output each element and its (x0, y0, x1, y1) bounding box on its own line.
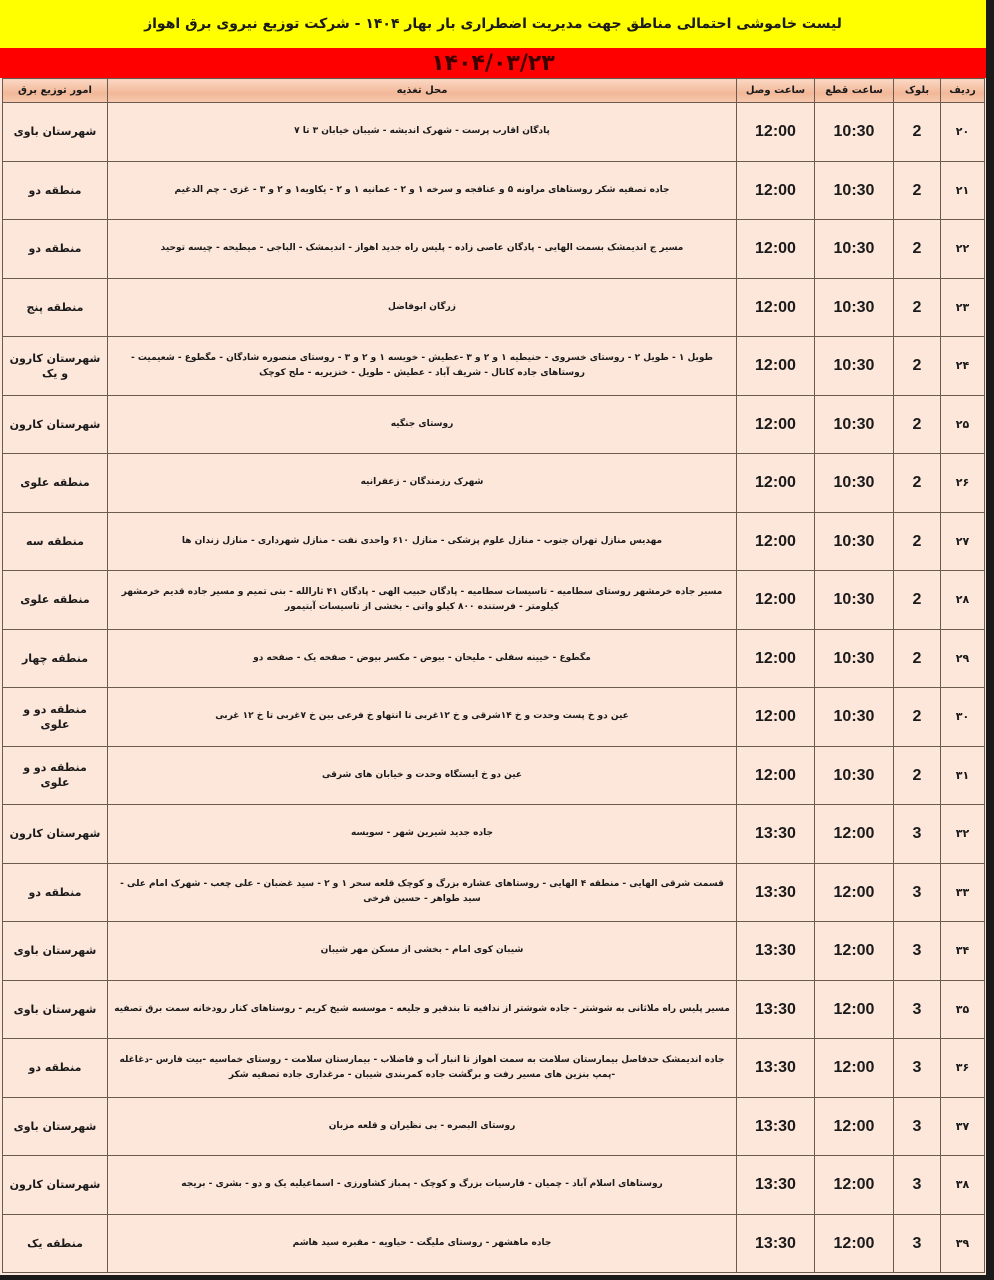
row-connect-time: 12:00 (737, 512, 815, 571)
row-block: 3 (894, 1214, 941, 1273)
row-location: طویل ۱ - طویل ۲ - روستای خسروی - حنیطیه ۱ و ۲ و ۳ -عطیش - خویسه ۱ و ۲ و ۳ - روستای منصوره شادگان - مگطوع - شعیمیت - روستاهای جاده کانال - شریف آباد - عطیش - طویل - خنزیریه - ملح کوچک (108, 337, 737, 396)
row-index: ۲۰ (941, 103, 985, 162)
row-connect-time: 13:30 (737, 922, 815, 981)
row-location: شیبان کوی امام - بخشی از مسکن مهر شیبان (108, 922, 737, 981)
row-connect-time: 12:00 (737, 688, 815, 747)
row-connect-time: 12:00 (737, 629, 815, 688)
row-index: ۳۷ (941, 1097, 985, 1156)
header-area: امور توزیع برق (3, 79, 108, 103)
row-area: منطقه چهار (3, 629, 108, 688)
table-row (3, 922, 985, 981)
row-location: عین دو خ ایستگاه وحدت و خیابان های شرقی (108, 746, 737, 805)
row-cut-time: 10:30 (815, 278, 894, 337)
row-connect-time: 13:30 (737, 1039, 815, 1098)
table-row (3, 1097, 985, 1156)
row-cut-time: 10:30 (815, 395, 894, 454)
row-block: 2 (894, 161, 941, 220)
row-cut-time: 12:00 (815, 922, 894, 981)
row-location: شهرک رزمندگان - زعفرانیه (108, 454, 737, 513)
table-row (3, 278, 985, 337)
row-area: منطقه دو (3, 1039, 108, 1098)
table-row (3, 1039, 985, 1098)
row-block: 2 (894, 512, 941, 571)
table-row (3, 1214, 985, 1273)
row-block: 2 (894, 688, 941, 747)
row-block: 3 (894, 805, 941, 864)
row-location: عین دو خ پست وحدت و خ ۱۴شرقی و خ ۱۲غربی تا انتهاو خ فرعی بین خ ۷غربی تا خ ۱۲ غربی (108, 688, 737, 747)
row-area: شهرستان کارون (3, 805, 108, 864)
row-cut-time: 12:00 (815, 980, 894, 1039)
row-cut-time: 10:30 (815, 512, 894, 571)
row-index: ۲۷ (941, 512, 985, 571)
row-index: ۳۶ (941, 1039, 985, 1098)
row-location: مسیر پلیس راه ملاثانی به شوشتر - جاده شوشتر از ندافیه تا بندقیر و جلیعه - موسسه شیخ کریم - روستاهای کنار رودخانه سمت برق تصفیه (108, 980, 737, 1039)
row-area: منطقه دو و علوی (3, 688, 108, 747)
row-block: 3 (894, 922, 941, 981)
row-area: منطقه یک (3, 1214, 108, 1273)
row-index: ۳۹ (941, 1214, 985, 1273)
row-location: جاده اندیمشک حدفاصل بیمارستان سلامت به سمت اهواز تا انبار آب و فاضلاب - بیمارستان سلامت - روستای خماسیه -بیت فارس -دغاغله -پمپ بنزین های مسیر رفت و برگشت جاده کمربندی شیبان - مرغداری جاده تصفیه شکر (108, 1039, 737, 1098)
row-block: 3 (894, 1156, 941, 1215)
table-row (3, 512, 985, 571)
row-index: ۲۶ (941, 454, 985, 513)
row-location: جاده جدید شیرین شهر - سویسه (108, 805, 737, 864)
row-connect-time: 12:00 (737, 454, 815, 513)
window-edge-right (986, 0, 994, 1280)
row-location: جاده ماهشهر - روستای ملیگت - حیاویه - مقبره سید هاشم (108, 1214, 737, 1273)
row-connect-time: 12:00 (737, 746, 815, 805)
row-index: ۲۹ (941, 629, 985, 688)
row-cut-time: 12:00 (815, 1214, 894, 1273)
row-location: زرگان ابوفاضل (108, 278, 737, 337)
row-cut-time: 10:30 (815, 103, 894, 162)
row-cut-time: 10:30 (815, 161, 894, 220)
row-location: مسیر ج اندیمشک بسمت الهایی - پادگان عاصی زاده - پلیس راه جدید اهواز - اندیمشک - الباجی - میطیحه - چیسه توحید (108, 220, 737, 279)
table-row (3, 103, 985, 162)
schedule-date: ۱۴۰۴/۰۳/۲۳ (0, 48, 986, 78)
row-block: 2 (894, 629, 941, 688)
row-block: 2 (894, 454, 941, 513)
row-index: ۳۸ (941, 1156, 985, 1215)
window-edge-bottom (0, 1275, 994, 1280)
row-connect-time: 12:00 (737, 161, 815, 220)
table-row (3, 688, 985, 747)
row-area: منطقه دو و علوی (3, 746, 108, 805)
row-index: ۲۱ (941, 161, 985, 220)
row-cut-time: 10:30 (815, 454, 894, 513)
row-area: منطقه علوی (3, 571, 108, 630)
row-block: 3 (894, 1039, 941, 1098)
row-block: 2 (894, 395, 941, 454)
header-index: ردیف (941, 79, 985, 103)
row-connect-time: 12:00 (737, 337, 815, 396)
table-row (3, 454, 985, 513)
row-area: شهرستان باوی (3, 922, 108, 981)
row-cut-time: 12:00 (815, 1156, 894, 1215)
row-cut-time: 12:00 (815, 1039, 894, 1098)
row-area: منطقه دو (3, 863, 108, 922)
table-row (3, 161, 985, 220)
row-cut-time: 10:30 (815, 571, 894, 630)
row-index: ۲۲ (941, 220, 985, 279)
row-location: پادگان اقارب پرست - شهرک اندیشه - شیبان خیابان ۳ تا ۷ (108, 103, 737, 162)
row-cut-time: 10:30 (815, 629, 894, 688)
row-index: ۲۳ (941, 278, 985, 337)
row-area: منطقه دو (3, 161, 108, 220)
row-area: منطقه دو (3, 220, 108, 279)
row-index: ۳۴ (941, 922, 985, 981)
row-block: 2 (894, 220, 941, 279)
page-title: لیست خاموشی احتمالی مناطق جهت مدیریت اضطراری بار بهار ۱۴۰۴ - شرکت توزیع نیروی برق اهواز (0, 0, 986, 48)
row-index: ۳۲ (941, 805, 985, 864)
row-area: شهرستان کارون و یک (3, 337, 108, 396)
row-connect-time: 12:00 (737, 278, 815, 337)
header-location: محل تغذیه (108, 79, 737, 103)
row-connect-time: 12:00 (737, 571, 815, 630)
row-index: ۲۴ (941, 337, 985, 396)
table-row (3, 980, 985, 1039)
table-row (3, 337, 985, 396)
row-block: 3 (894, 980, 941, 1039)
table-row (3, 1156, 985, 1215)
row-area: منطقه پنج (3, 278, 108, 337)
table-row (3, 220, 985, 279)
row-cut-time: 10:30 (815, 746, 894, 805)
outage-table (2, 78, 985, 1273)
row-location: مهدیس منازل تهران جنوب - منازل علوم پزشکی - منازل ۶۱۰ واحدی نفت - منازل شهرداری - منازل زندان ها (108, 512, 737, 571)
table-header-row (3, 79, 985, 103)
row-area: شهرستان باوی (3, 980, 108, 1039)
row-connect-time: 13:30 (737, 980, 815, 1039)
row-connect-time: 12:00 (737, 395, 815, 454)
row-block: 2 (894, 278, 941, 337)
row-connect-time: 12:00 (737, 103, 815, 162)
row-location: جاده تصفیه شکر روستاهای مراونه ۵ و عنافجه و سرخه ۱ و ۲ - عمانیه ۱ و ۲ - یکاویه۱ و ۲ و ۳ - غزی - چم الدغیم (108, 161, 737, 220)
row-cut-time: 12:00 (815, 1097, 894, 1156)
row-connect-time: 13:30 (737, 863, 815, 922)
table-row (3, 805, 985, 864)
row-location: مگطوع - خیینه سفلی - ملیحان - بیوض - مکسر بیوض - صفحه یک - صفحه دو (108, 629, 737, 688)
row-cut-time: 10:30 (815, 337, 894, 396)
row-block: 2 (894, 337, 941, 396)
row-block: 2 (894, 103, 941, 162)
row-location: مسیر جاده خرمشهر روستای سطامیه - تاسیسات سطامیه - پادگان حبیب الهی - پادگان ۴۱ ثارالله - بنی تمیم و مسیر جاده قدیم خرمشهر کیلومتر - فرستنده ۸۰۰ کیلو واتی - بخشی از تاسیسات آبتیمور (108, 571, 737, 630)
row-connect-time: 12:00 (737, 220, 815, 279)
row-index: ۲۸ (941, 571, 985, 630)
row-index: ۳۵ (941, 980, 985, 1039)
header-block: بلوک (894, 79, 941, 103)
row-connect-time: 13:30 (737, 1156, 815, 1215)
row-connect-time: 13:30 (737, 805, 815, 864)
row-index: ۳۰ (941, 688, 985, 747)
row-cut-time: 12:00 (815, 805, 894, 864)
row-cut-time: 10:30 (815, 220, 894, 279)
row-cut-time: 10:30 (815, 688, 894, 747)
row-location: روستای جنگیه (108, 395, 737, 454)
row-index: ۳۱ (941, 746, 985, 805)
row-location: قسمت شرقی الهایی - منطقه ۴ الهایی - روستاهای عشاره بزرگ و کوچک قلعه سحر ۱ و ۲ - سید غضبان - علی چعب - شهرک امام علی - سید طواهر - حسین فرخی (108, 863, 737, 922)
row-cut-time: 12:00 (815, 863, 894, 922)
table-row (3, 395, 985, 454)
row-area: شهرستان کارون (3, 395, 108, 454)
row-location: روستاهای اسلام آباد - چمیان - فارسیات بزرگ و کوچک - پمباز کشاورزی - اسماعیلیه یک و دو - بشری - بریجه (108, 1156, 737, 1215)
row-index: ۲۵ (941, 395, 985, 454)
table-row (3, 863, 985, 922)
row-block: 2 (894, 571, 941, 630)
row-block: 2 (894, 746, 941, 805)
header-connect-time: ساعت وصل (737, 79, 815, 103)
row-location: روستای البصره - بی نظیران و قلعه مزبان (108, 1097, 737, 1156)
row-area: منطقه علوی (3, 454, 108, 513)
header-cut-time: ساعت قطع (815, 79, 894, 103)
table-row (3, 571, 985, 630)
row-area: شهرستان باوی (3, 103, 108, 162)
row-area: شهرستان کارون (3, 1156, 108, 1215)
row-index: ۳۳ (941, 863, 985, 922)
table-row (3, 629, 985, 688)
row-area: منطقه سه (3, 512, 108, 571)
row-area: شهرستان باوی (3, 1097, 108, 1156)
row-block: 3 (894, 863, 941, 922)
row-connect-time: 13:30 (737, 1097, 815, 1156)
row-block: 3 (894, 1097, 941, 1156)
row-connect-time: 13:30 (737, 1214, 815, 1273)
table-row (3, 746, 985, 805)
